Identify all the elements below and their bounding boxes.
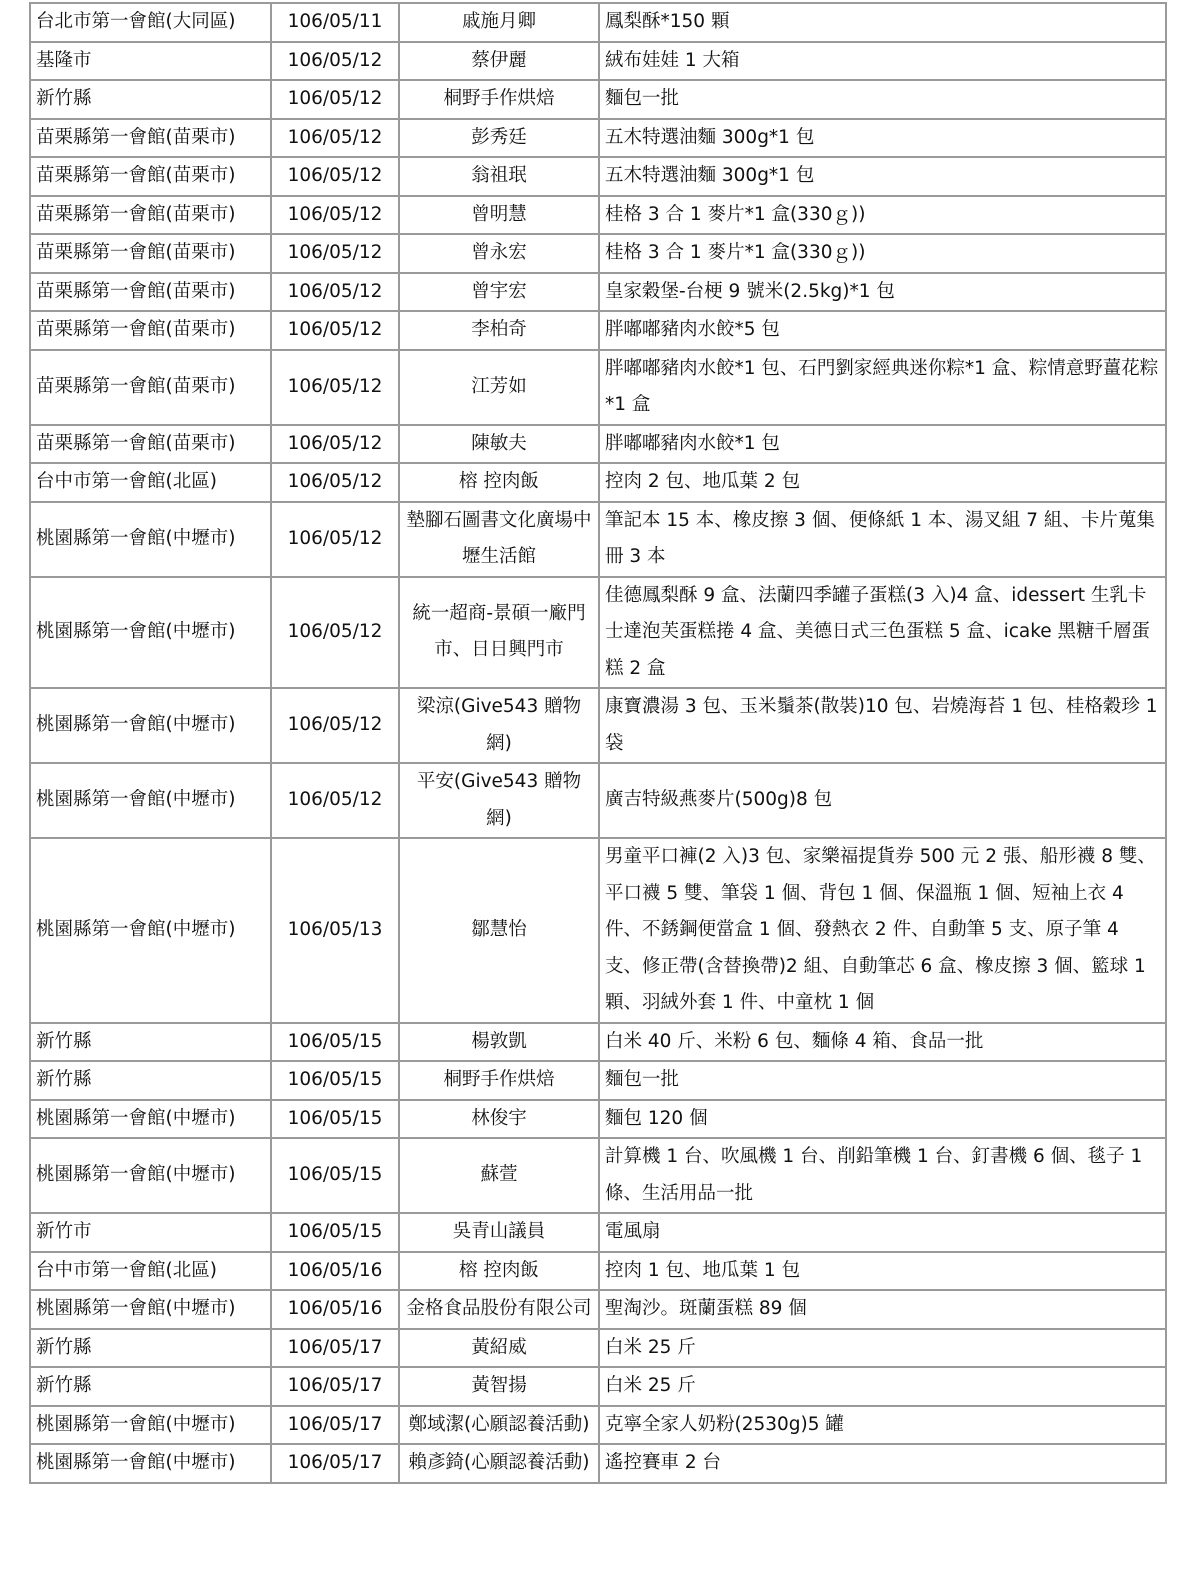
items-cell: 皇家穀堡-台梗 9 號米(2.5kg)*1 包 xyxy=(599,273,1166,312)
table-row xyxy=(30,1252,1166,1291)
table-row xyxy=(30,1367,1166,1406)
items-cell: 男童平口褲(2 入)3 包、家樂福提貨券 500 元 2 張、船形襪 8 雙、平口襪 5 雙、筆袋 1 個、背包 1 個、保溫瓶 1 個、短袖上衣 4 件、不銹鋼便當盒 1 個、發熱衣 2 件、自動筆 5 支、原子筆 4 支、修正帶(含替換帶)2 組、自動筆芯 6 盒、橡皮擦 3 個、籃球 1 顆、羽絨外套 1 件、中童枕 1 個 xyxy=(599,838,1166,1023)
table-row xyxy=(30,577,1166,689)
date-cell: 106/05/17 xyxy=(271,1329,399,1368)
donor-cell: 黃智揚 xyxy=(399,1367,599,1406)
donation-table xyxy=(29,2,1167,1484)
location-cell: 苗栗縣第一會館(苗栗市) xyxy=(30,119,271,158)
items-cell: 電風扇 xyxy=(599,1213,1166,1252)
donor-cell: 曾明慧 xyxy=(399,196,599,235)
date-cell: 106/05/12 xyxy=(271,763,399,838)
donor-cell: 楊敦凱 xyxy=(399,1023,599,1062)
location-cell: 新竹市 xyxy=(30,1213,271,1252)
table-row xyxy=(30,157,1166,196)
table-row xyxy=(30,234,1166,273)
table-row xyxy=(30,1444,1166,1483)
items-cell: 白米 25 斤 xyxy=(599,1367,1166,1406)
table-row xyxy=(30,1061,1166,1100)
donor-cell: 江芳如 xyxy=(399,350,599,425)
items-cell: 計算機 1 台、吹風機 1 台、削鉛筆機 1 台、釘書機 6 個、毯子 1 條、生活用品一批 xyxy=(599,1138,1166,1213)
date-cell: 106/05/12 xyxy=(271,80,399,119)
donor-cell: 陳敏夫 xyxy=(399,425,599,464)
items-cell: 遙控賽車 2 台 xyxy=(599,1444,1166,1483)
location-cell: 台中市第一會館(北區) xyxy=(30,463,271,502)
location-cell: 苗栗縣第一會館(苗栗市) xyxy=(30,425,271,464)
location-cell: 桃園縣第一會館(中壢市) xyxy=(30,1100,271,1139)
location-cell: 苗栗縣第一會館(苗栗市) xyxy=(30,234,271,273)
table-row xyxy=(30,311,1166,350)
donor-cell: 榕 控肉飯 xyxy=(399,1252,599,1291)
date-cell: 106/05/15 xyxy=(271,1100,399,1139)
table-row xyxy=(30,1100,1166,1139)
donor-cell: 蘇萱 xyxy=(399,1138,599,1213)
donor-cell: 榕 控肉飯 xyxy=(399,463,599,502)
location-cell: 桃園縣第一會館(中壢市) xyxy=(30,577,271,689)
donor-cell: 翁祖珉 xyxy=(399,157,599,196)
location-cell: 桃園縣第一會館(中壢市) xyxy=(30,1406,271,1445)
donor-cell: 金格食品股份有限公司 xyxy=(399,1290,599,1329)
table-row xyxy=(30,502,1166,577)
location-cell: 苗栗縣第一會館(苗栗市) xyxy=(30,157,271,196)
donor-cell: 鄭域潔(心願認養活動) xyxy=(399,1406,599,1445)
location-cell: 桃園縣第一會館(中壢市) xyxy=(30,1138,271,1213)
donor-cell: 平安(Give543 贈物網) xyxy=(399,763,599,838)
date-cell: 106/05/12 xyxy=(271,577,399,689)
table-row xyxy=(30,1213,1166,1252)
date-cell: 106/05/15 xyxy=(271,1023,399,1062)
table-row xyxy=(30,350,1166,425)
items-cell: 胖嘟嘟豬肉水餃*1 包 xyxy=(599,425,1166,464)
location-cell: 桃園縣第一會館(中壢市) xyxy=(30,502,271,577)
table-row xyxy=(30,1406,1166,1445)
items-cell: 聖淘沙。斑蘭蛋糕 89 個 xyxy=(599,1290,1166,1329)
date-cell: 106/05/17 xyxy=(271,1406,399,1445)
items-cell: 五木特選油麵 300g*1 包 xyxy=(599,157,1166,196)
items-cell: 麵包一批 xyxy=(599,1061,1166,1100)
date-cell: 106/05/12 xyxy=(271,42,399,81)
date-cell: 106/05/12 xyxy=(271,196,399,235)
date-cell: 106/05/12 xyxy=(271,234,399,273)
items-cell: 五木特選油麵 300g*1 包 xyxy=(599,119,1166,158)
items-cell: 筆記本 15 本、橡皮擦 3 個、便條紙 1 本、湯叉組 7 組、卡片蒐集冊 3 本 xyxy=(599,502,1166,577)
donor-cell: 戚施月卿 xyxy=(399,3,599,42)
table-row xyxy=(30,3,1166,42)
location-cell: 台北市第一會館(大同區) xyxy=(30,3,271,42)
donor-cell: 墊腳石圖書文化廣場中壢生活館 xyxy=(399,502,599,577)
items-cell: 控肉 2 包、地瓜葉 2 包 xyxy=(599,463,1166,502)
table-row xyxy=(30,1290,1166,1329)
table-row xyxy=(30,80,1166,119)
location-cell: 桃園縣第一會館(中壢市) xyxy=(30,1444,271,1483)
date-cell: 106/05/11 xyxy=(271,3,399,42)
location-cell: 台中市第一會館(北區) xyxy=(30,1252,271,1291)
location-cell: 桃園縣第一會館(中壢市) xyxy=(30,1290,271,1329)
date-cell: 106/05/12 xyxy=(271,119,399,158)
location-cell: 新竹縣 xyxy=(30,1329,271,1368)
date-cell: 106/05/15 xyxy=(271,1213,399,1252)
date-cell: 106/05/15 xyxy=(271,1061,399,1100)
items-cell: 胖嘟嘟豬肉水餃*5 包 xyxy=(599,311,1166,350)
date-cell: 106/05/12 xyxy=(271,311,399,350)
date-cell: 106/05/12 xyxy=(271,273,399,312)
donor-cell: 蔡伊麗 xyxy=(399,42,599,81)
table-row xyxy=(30,425,1166,464)
date-cell: 106/05/12 xyxy=(271,157,399,196)
donor-cell: 彭秀廷 xyxy=(399,119,599,158)
table-row xyxy=(30,463,1166,502)
location-cell: 苗栗縣第一會館(苗栗市) xyxy=(30,196,271,235)
items-cell: 克寧全家人奶粉(2530g)5 罐 xyxy=(599,1406,1166,1445)
donor-cell: 桐野手作烘焙 xyxy=(399,1061,599,1100)
donor-cell: 黃紹威 xyxy=(399,1329,599,1368)
location-cell: 基隆市 xyxy=(30,42,271,81)
date-cell: 106/05/12 xyxy=(271,350,399,425)
date-cell: 106/05/17 xyxy=(271,1367,399,1406)
donor-cell: 梁涼(Give543 贈物網) xyxy=(399,688,599,763)
table-row xyxy=(30,119,1166,158)
location-cell: 桃園縣第一會館(中壢市) xyxy=(30,688,271,763)
donor-cell: 鄒慧怡 xyxy=(399,838,599,1023)
location-cell: 苗栗縣第一會館(苗栗市) xyxy=(30,311,271,350)
items-cell: 麵包一批 xyxy=(599,80,1166,119)
location-cell: 苗栗縣第一會館(苗栗市) xyxy=(30,350,271,425)
location-cell: 新竹縣 xyxy=(30,1367,271,1406)
location-cell: 新竹縣 xyxy=(30,1023,271,1062)
donor-cell: 曾宇宏 xyxy=(399,273,599,312)
date-cell: 106/05/17 xyxy=(271,1444,399,1483)
date-cell: 106/05/12 xyxy=(271,463,399,502)
location-cell: 苗栗縣第一會館(苗栗市) xyxy=(30,273,271,312)
donation-record-sheet xyxy=(29,2,1167,1484)
items-cell: 桂格 3 合 1 麥片*1 盒(330ｇ)) xyxy=(599,234,1166,273)
donor-cell: 吳青山議員 xyxy=(399,1213,599,1252)
date-cell: 106/05/12 xyxy=(271,502,399,577)
date-cell: 106/05/12 xyxy=(271,688,399,763)
table-row xyxy=(30,688,1166,763)
donor-cell: 曾永宏 xyxy=(399,234,599,273)
location-cell: 新竹縣 xyxy=(30,80,271,119)
table-row xyxy=(30,1138,1166,1213)
items-cell: 佳德鳳梨酥 9 盒、法蘭四季罐子蛋糕(3 入)4 盒、idessert 生乳卡士達泡芙蛋糕捲 4 盒、美德日式三色蛋糕 5 盒、icake 黑糖千層蛋糕 2 盒 xyxy=(599,577,1166,689)
items-cell: 麵包 120 個 xyxy=(599,1100,1166,1139)
date-cell: 106/05/16 xyxy=(271,1290,399,1329)
items-cell: 胖嘟嘟豬肉水餃*1 包、石門劉家經典迷你粽*1 盒、粽情意野薑花粽*1 盒 xyxy=(599,350,1166,425)
location-cell: 新竹縣 xyxy=(30,1061,271,1100)
items-cell: 廣吉特級燕麥片(500g)8 包 xyxy=(599,763,1166,838)
table-row xyxy=(30,1023,1166,1062)
items-cell: 康寶濃湯 3 包、玉米鬚茶(散裝)10 包、岩燒海苔 1 包、桂格穀珍 1 袋 xyxy=(599,688,1166,763)
date-cell: 106/05/13 xyxy=(271,838,399,1023)
date-cell: 106/05/15 xyxy=(271,1138,399,1213)
table-row xyxy=(30,273,1166,312)
items-cell: 桂格 3 合 1 麥片*1 盒(330ｇ)) xyxy=(599,196,1166,235)
table-row xyxy=(30,1329,1166,1368)
date-cell: 106/05/12 xyxy=(271,425,399,464)
table-row xyxy=(30,838,1166,1023)
donor-cell: 桐野手作烘焙 xyxy=(399,80,599,119)
location-cell: 桃園縣第一會館(中壢市) xyxy=(30,838,271,1023)
location-cell: 桃園縣第一會館(中壢市) xyxy=(30,763,271,838)
donor-cell: 李柏奇 xyxy=(399,311,599,350)
items-cell: 鳳梨酥*150 顆 xyxy=(599,3,1166,42)
date-cell: 106/05/16 xyxy=(271,1252,399,1291)
table-row xyxy=(30,763,1166,838)
items-cell: 白米 40 斤、米粉 6 包、麵條 4 箱、食品一批 xyxy=(599,1023,1166,1062)
items-cell: 絨布娃娃 1 大箱 xyxy=(599,42,1166,81)
donor-cell: 統一超商-景碩一廠門市、日日興門市 xyxy=(399,577,599,689)
table-row xyxy=(30,196,1166,235)
donor-cell: 賴彥錡(心願認養活動) xyxy=(399,1444,599,1483)
table-row xyxy=(30,42,1166,81)
items-cell: 白米 25 斤 xyxy=(599,1329,1166,1368)
items-cell: 控肉 1 包、地瓜葉 1 包 xyxy=(599,1252,1166,1291)
donor-cell: 林俊宇 xyxy=(399,1100,599,1139)
